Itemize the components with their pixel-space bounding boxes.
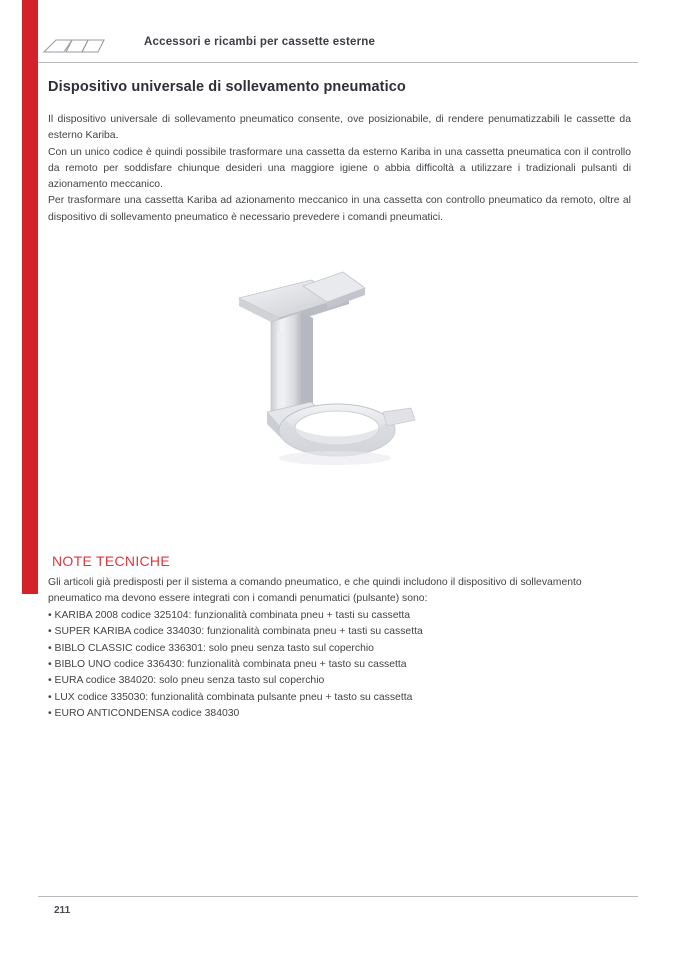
body-paragraph-1: Il dispositivo universale di sollevamento pneumatico consente, ove posizionabile, di rendere penumatizzabili le cassette da esterno Kariba.	[48, 114, 631, 142]
header-title: Accessori e ricambi per cassette esterne	[144, 36, 376, 48]
list-item: • LUX codice 335030: funzionalità combinata pulsante pneu + tasto su cassetta	[48, 691, 413, 703]
page-title: Dispositivo universale di sollevamento pneumatico	[48, 79, 406, 95]
list-item: • BIBLO UNO codice 336430: funzionalità combinata pneu + tasto su cassetta	[48, 659, 407, 671]
page-number: 211	[54, 905, 71, 916]
pneumatic-lifting-device-image	[215, 262, 445, 477]
list-item: • EURO ANTICONDENSA codice 384030	[48, 708, 240, 720]
arrow-ribbon-icon	[42, 36, 118, 56]
note-section-body	[48, 575, 638, 723]
left-red-band	[22, 0, 38, 594]
list-item: • SUPER KARIBA codice 334030: funzionalità combinata pneu + tasti su cassetta	[48, 626, 423, 638]
header-divider	[38, 62, 638, 63]
list-item: • EURA codice 384020: solo pneu senza tasto sul coperchio	[48, 675, 325, 687]
page-header	[38, 30, 638, 62]
note-item-list	[48, 608, 638, 723]
list-item: • BIBLO CLASSIC codice 336301: solo pneu senza tasto sul coperchio	[48, 642, 374, 654]
note-section-title: NOTE TECNICHE	[52, 553, 170, 569]
footer-divider	[38, 896, 638, 897]
section-body	[48, 112, 631, 226]
body-paragraph-3: Per trasformare una cassetta Kariba ad azionamento meccanico in una cassetta con controllo pneumatico da remoto, oltre al dispositivo di sollevamento pneumatico è necessario prevedere i comandi pneumatici.	[48, 195, 631, 223]
body-paragraph-2: Con un unico codice è quindi possibile trasformare una cassetta da esterno Kariba in una cassetta pneumatica con il controllo da remoto per soddisfare chiunque desideri una maggiore igiene o abbia difficoltà a utilizzare i tradizionali pulsanti di azionamento meccanico.	[48, 146, 631, 191]
list-item: • KARIBA 2008 codice 325104: funzionalità combinata pneu + tasti su cassetta	[48, 609, 411, 621]
note-intro: Gli articoli già predisposti per il sistema a comando pneumatico, e che quindi includono il dispositivo di sollevamento pneumatico ma devono essere integrati con i comandi penumatici (pulsante) sono:	[48, 577, 582, 605]
